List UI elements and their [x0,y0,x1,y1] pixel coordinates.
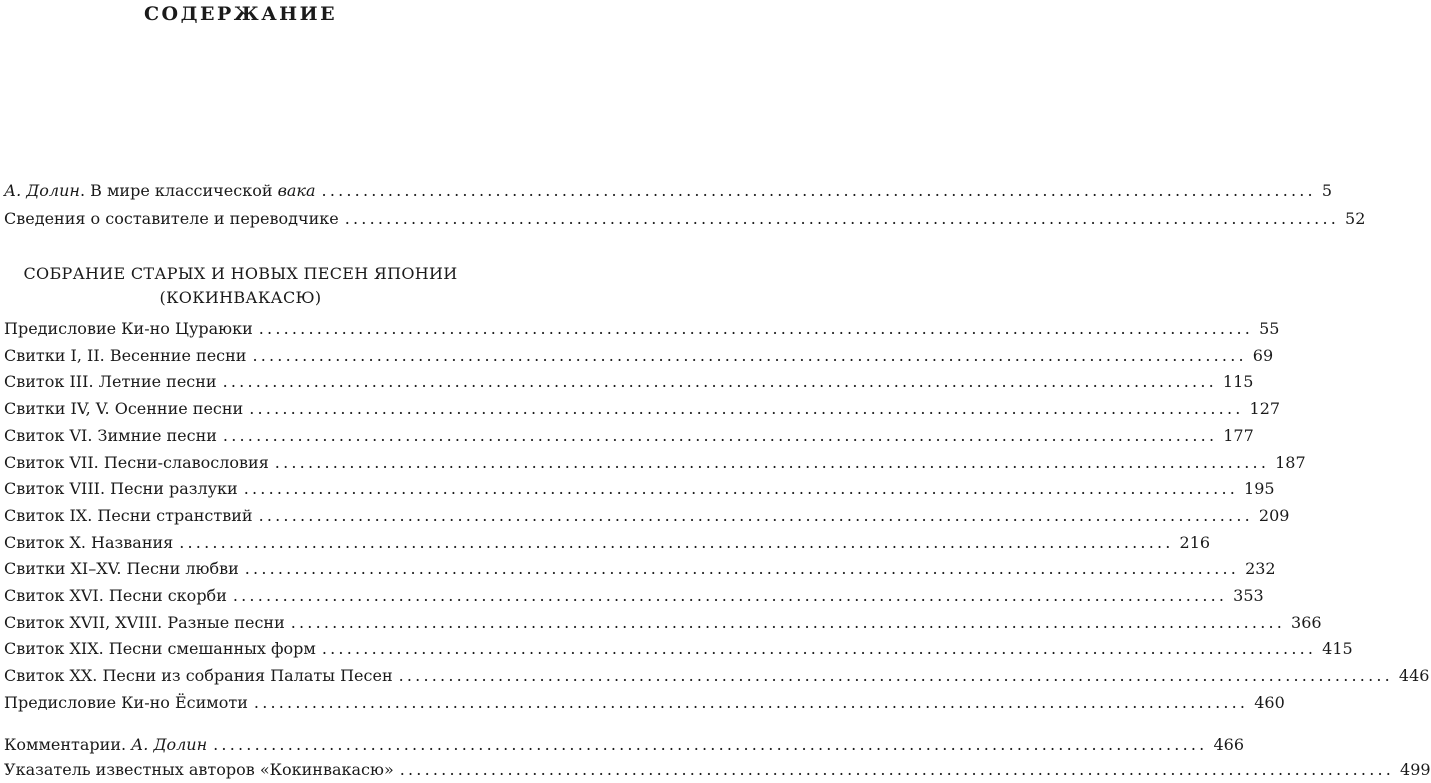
toc-entry [4,663,1430,689]
toc-entry-label: Свитки I, II. Весенние песни [4,345,247,365]
toc-entry [4,503,1290,529]
dot-leader: ........................................................................................................................ [243,479,1239,499]
toc-entry-page: 366 [1291,612,1322,632]
toc-entry-page: 460 [1254,692,1285,712]
toc-entry [4,636,1353,662]
toc-entry-label: Предисловие Ки-но Ёсимоти [4,692,248,712]
dot-leader: ........................................................................................................................ [344,209,1340,228]
dot-leader: ........................................................................................................................ [213,735,1208,754]
toc-entry-title: Комментарии. [4,735,132,754]
toc-entry-author: А. Долин [131,735,208,754]
toc-entry-page: 415 [1322,639,1353,659]
toc-entry [4,396,1281,422]
dot-leader: ........................................................................................................................ [398,666,1393,686]
dot-leader: ........................................................................................................................ [274,452,1270,472]
toc-entry-label: Свиток IX. Песни странствий [4,505,253,525]
toc-entry [4,206,1366,232]
toc-entry [4,583,1264,609]
toc-entry-page: 466 [1213,735,1244,754]
toc-entry-page: 353 [1233,586,1264,605]
dot-leader: ........................................................................................................................ [399,760,1395,779]
toc-entry-label: Сведения о составителе и переводчике [4,209,339,228]
dot-leader: ........................................................................................................................ [179,532,1174,552]
dot-leader: ........................................................................................................................ [258,319,1254,338]
toc-entry-label [4,732,207,758]
toc-entry-page: 69 [1252,345,1274,365]
toc-entry-page: 195 [1244,479,1275,499]
toc-entry-page: 187 [1275,452,1306,472]
dot-leader: ........................................................................................................................ [258,505,1253,525]
toc-entry [4,450,1306,476]
toc-entry-label [4,178,316,204]
section-heading [0,262,481,310]
dot-leader: ........................................................................................................................ [244,559,1240,579]
dot-leader: ........................................................................................................................ [253,692,1249,712]
toc-entry [4,178,1333,204]
toc-entry [4,732,1244,758]
page-title: СОДЕРЖАНИЕ [143,3,338,25]
dot-leader: ........................................................................................................................ [321,181,1316,200]
toc-entry-label: Свиток III. Летние песни [4,372,217,392]
toc-entry-page: 127 [1249,399,1281,419]
toc-entry-page: 52 [1345,209,1366,228]
dot-leader: ........................................................................................................................ [222,372,1217,392]
toc-entry-label: Свитки IV, V. Осенние песни [4,399,244,419]
toc-entry-page: 232 [1245,559,1276,579]
section-heading-line: СОБРАНИЕ СТАРЫХ И НОВЫХ ПЕСЕН ЯПОНИИ [23,264,458,283]
toc-entry-label: Свитки XI–XV. Песни любви [4,559,239,579]
toc-entry-page: 499 [1400,760,1431,779]
toc-entry-page: 55 [1259,319,1280,338]
toc-entry-label: Свиток VIII. Песни разлуки [4,479,238,499]
section-heading-subtitle: (КОКИНВАКАСЮ) [159,288,322,307]
toc-entry-author: А. Долин [4,181,80,200]
toc-entry [4,530,1211,556]
toc-entry [4,316,1280,342]
toc-entry [4,423,1254,449]
toc-entry-label: Свиток XVII, XVIII. Разные песни [4,612,285,632]
toc-entry-label: Предисловие Ки-но Цураюки [4,319,253,338]
toc-entry [4,610,1322,636]
toc-entry [4,343,1274,369]
toc-entry [4,690,1285,716]
dot-leader: ........................................................................................................................ [252,345,1247,365]
toc-entry-page: 5 [1321,181,1333,200]
toc-entry-label: Свиток VII. Песни-славословия [4,452,269,472]
dot-leader: ........................................................................................................................ [290,612,1286,632]
dot-leader: ........................................................................................................................ [232,586,1228,605]
toc-entry-label: Свиток XIX. Песни смешанных форм [4,639,316,659]
toc-entry-page: 209 [1258,505,1290,525]
toc-entry [4,556,1276,582]
toc-entry-page: 177 [1223,425,1254,445]
toc-entry [4,476,1275,502]
toc-entry-page: 446 [1398,666,1430,686]
toc-entry-title: . В мире классической [79,181,278,200]
toc-entry-label: Свиток VI. Зимние песни [4,425,217,445]
toc-entry [4,757,1431,783]
toc-entry [4,369,1254,395]
dot-leader: ........................................................................................................................ [249,399,1244,419]
toc-entry-title-italic: вака [277,181,316,200]
dot-leader: ........................................................................................................................ [321,639,1317,659]
toc-entry-page: 216 [1179,532,1211,552]
toc-entry-page: 115 [1222,372,1254,392]
dot-leader: ........................................................................................................................ [222,425,1218,445]
toc-entry-label: Свиток X. Названия [4,532,174,552]
toc-entry-label: Указатель известных авторов «Кокинвакасю» [4,760,394,779]
toc-entry-label: Свиток XVI. Песни скорби [4,586,227,605]
toc-entry-label: Свиток XX. Песни из собрания Палаты Песен [4,666,393,686]
